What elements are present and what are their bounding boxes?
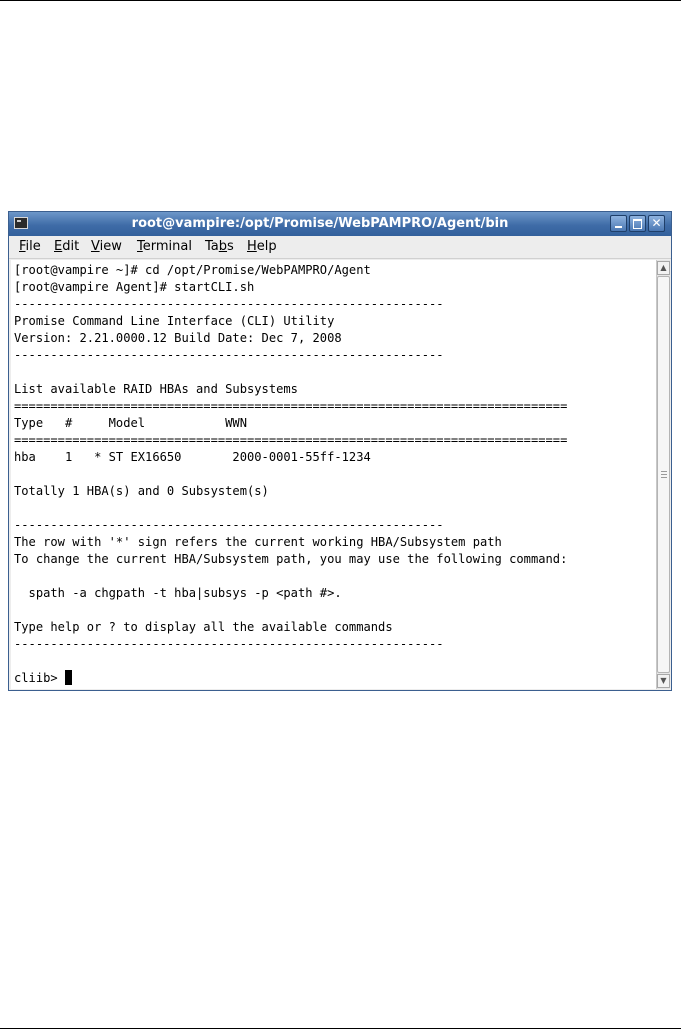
terminal-line: Type # Model WWN xyxy=(14,416,247,430)
terminal-line: Type help or ? to display all the available commands xyxy=(14,620,393,634)
command-prompt-line[interactable] xyxy=(14,670,72,687)
menu-file[interactable]: File xyxy=(19,239,41,254)
terminal-line: ----------------------------------------------------------- xyxy=(14,518,444,532)
terminal-line: [root@vampire Agent]# startCLI.sh xyxy=(14,280,255,294)
terminal-line: ----------------------------------------------------------- xyxy=(14,637,444,651)
command-prompt: cliib> xyxy=(14,671,65,685)
terminal-line: ----------------------------------------------------------- xyxy=(14,297,444,311)
terminal-line: The row with '*' sign refers the current working HBA/Subsystem path xyxy=(14,535,502,549)
grip-line xyxy=(661,477,667,478)
terminal-line: spath -a chgpath -t hba|subsys -p <path #>. xyxy=(14,586,342,600)
menu-tabs[interactable]: Tabs xyxy=(205,239,234,254)
page-footer-rule xyxy=(0,1028,681,1029)
maximize-button[interactable] xyxy=(629,215,646,232)
terminal-line: Totally 1 HBA(s) and 0 Subsystem(s) xyxy=(14,484,269,498)
scroll-down-arrow-icon[interactable]: ▼ xyxy=(657,674,670,688)
scroll-up-arrow-icon[interactable]: ▲ xyxy=(657,261,670,275)
terminal-app-icon[interactable] xyxy=(14,217,28,229)
title-bar[interactable] xyxy=(9,212,671,236)
menu-terminal[interactable]: Terminal xyxy=(137,239,192,254)
terminal-line: To change the current HBA/Subsystem path, you may use the following command: xyxy=(14,552,568,566)
menu-help[interactable]: Help xyxy=(247,239,277,254)
terminal-line: Version: 2.21.0000.12 Build Date: Dec 7, 2008 xyxy=(14,331,342,345)
terminal-line: ============================================================================ xyxy=(14,433,568,447)
close-icon: ✕ xyxy=(651,216,662,230)
menu-view[interactable]: View xyxy=(91,239,122,254)
menu-bar xyxy=(9,236,671,259)
window-title: root@vampire:/opt/Promise/WebPAMPRO/Agent/bin xyxy=(131,216,509,231)
terminal-line: [root@vampire ~]# cd /opt/Promise/WebPAMPRO/Agent xyxy=(14,263,371,277)
terminal-window xyxy=(8,211,672,691)
grip-line xyxy=(661,474,667,475)
terminal-line: List available RAID HBAs and Subsystems xyxy=(14,382,298,396)
page-header-rule xyxy=(0,0,681,1)
vertical-scrollbar[interactable] xyxy=(656,260,670,689)
scrollbar-thumb[interactable] xyxy=(657,276,670,673)
terminal-line: hba 1 * ST EX16650 2000-0001-55ff-1234 xyxy=(14,450,371,464)
text-cursor xyxy=(65,670,72,685)
minimize-button[interactable] xyxy=(610,215,627,232)
terminal-line: ----------------------------------------------------------- xyxy=(14,348,444,362)
terminal-line: ============================================================================ xyxy=(14,399,568,413)
grip-line xyxy=(661,471,667,472)
menu-edit[interactable]: Edit xyxy=(54,239,80,254)
terminal-output[interactable] xyxy=(11,260,656,689)
terminal-line: Promise Command Line Interface (CLI) Utility xyxy=(14,314,335,328)
close-button[interactable] xyxy=(648,215,665,232)
